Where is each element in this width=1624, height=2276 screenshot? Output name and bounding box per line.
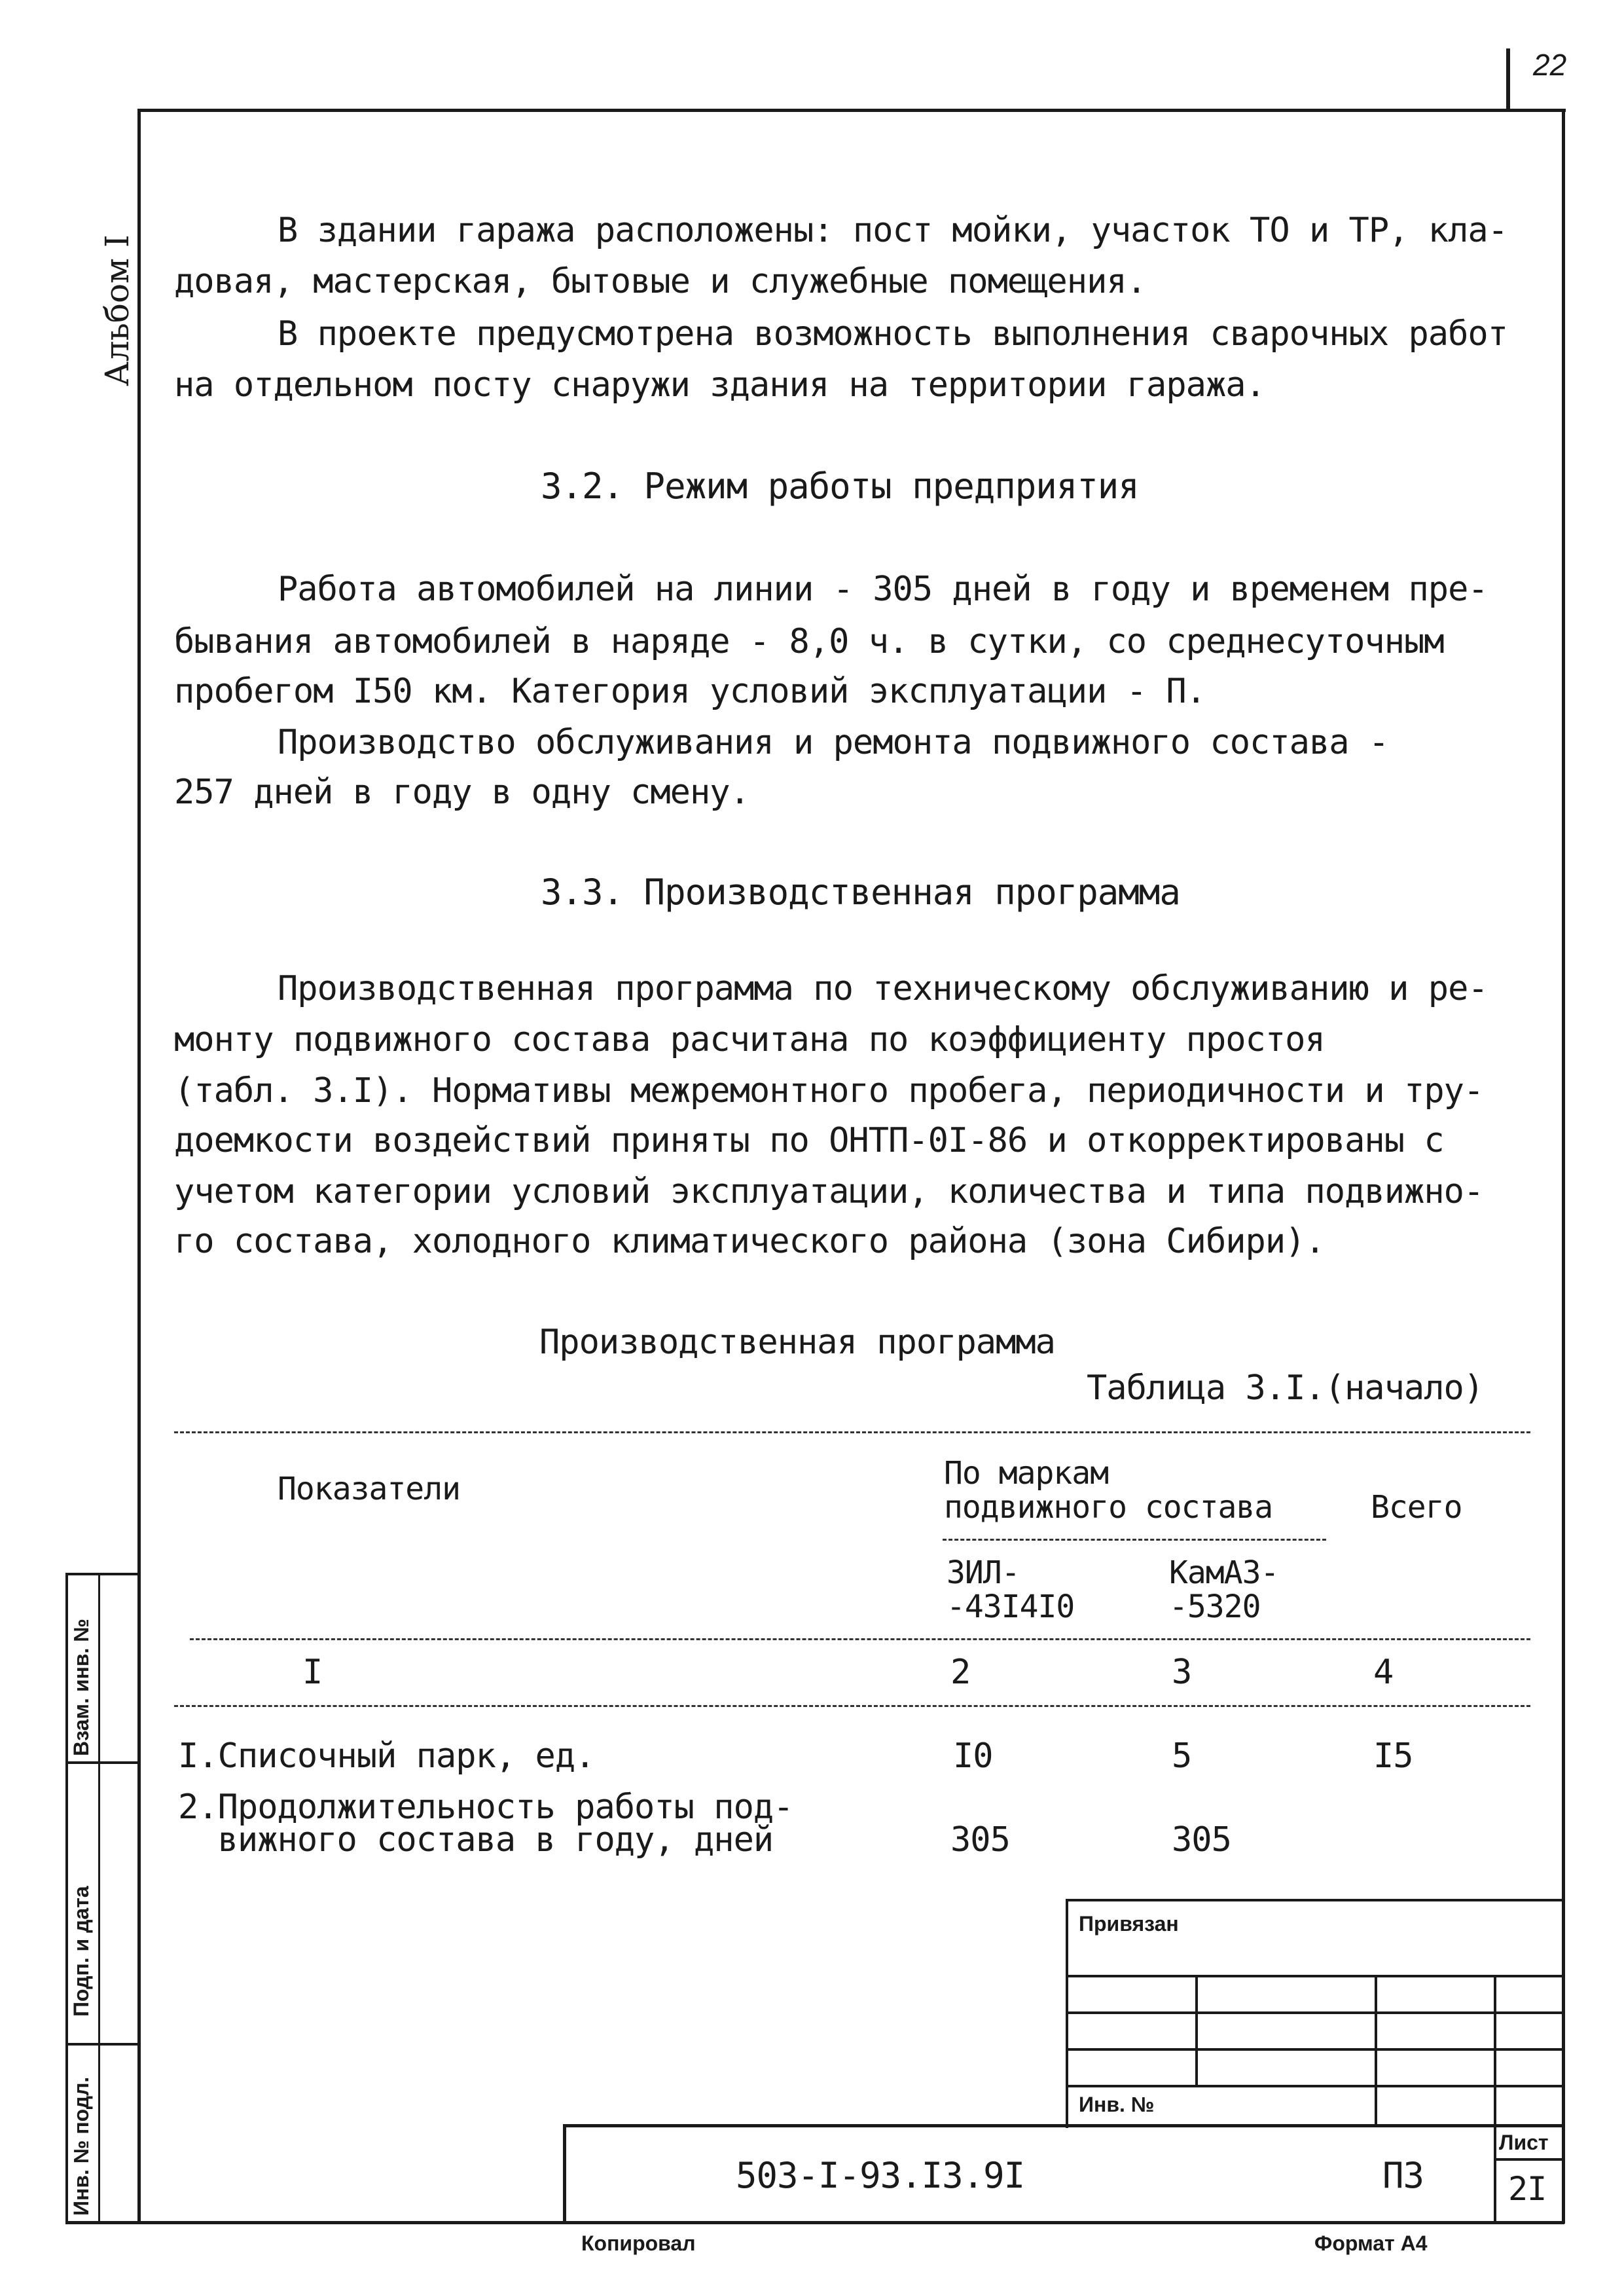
header-brand1-1: ЗИЛ- <box>947 1554 1020 1591</box>
stamp-col2 <box>1375 1975 1377 2124</box>
row1-label: I.Списочный парк, ед. <box>178 1736 595 1776</box>
table-rule-numbers-bottom <box>174 1705 1530 1707</box>
header-brand1-2: -43I4I0 <box>947 1588 1075 1625</box>
stamp-col3 <box>1494 1975 1496 2224</box>
album-label: Альбом I <box>98 234 136 386</box>
s32-line-2: бывания автомобилей в наряде - 8,0 ч. в сутки, со среднесуточным <box>174 622 1444 661</box>
frame-left <box>137 109 141 2224</box>
s32-line-4: Производство обслуживания и ремонта подвижного состава - <box>278 723 1389 762</box>
titleblock-top <box>563 2124 1564 2127</box>
footer-format: Формат А4 <box>1314 2231 1428 2255</box>
frame-top <box>137 109 1566 112</box>
row1-col2: I0 <box>953 1736 993 1776</box>
col-number-2: 2 <box>950 1653 971 1692</box>
header-by-brand-1: По маркам <box>944 1455 1109 1492</box>
table-title: Производственная программа <box>539 1323 1055 1362</box>
s33-line-4: доемкости воздействий приняты по ОНТП-0I-86 и откорректированы с <box>174 1121 1444 1160</box>
doc-code: 503-I-93.I3.9I <box>736 2155 1025 2196</box>
table-rule-top <box>174 1431 1530 1433</box>
s33-line-1: Производственная программа по техническому обслуживанию и ре- <box>278 969 1488 1008</box>
stamp-inv-label: Инв. № <box>1079 2093 1155 2116</box>
header-total: Всего <box>1371 1489 1462 1526</box>
col-number-4: 4 <box>1373 1653 1394 1692</box>
header-brand2-2: -5320 <box>1169 1588 1261 1625</box>
stamp-bound-label: Привязан <box>1079 1912 1179 1936</box>
section-33-heading: 3.3. Производственная программа <box>541 872 1180 913</box>
table-rule-header-bottom <box>190 1638 1530 1640</box>
row1-col4: I5 <box>1373 1736 1413 1776</box>
side-stamp-div2 <box>65 2043 139 2046</box>
row1-col3: 5 <box>1172 1736 1192 1776</box>
sheet-label-divider <box>1494 2158 1564 2161</box>
col-number-1: I <box>302 1653 323 1692</box>
frame-right <box>1562 109 1565 2224</box>
header-brand2-1: КамАЗ- <box>1169 1554 1279 1591</box>
page-number: 22 <box>1533 48 1567 82</box>
s33-line-2: монту подвижного состава расчитана по коэффициенту простоя <box>174 1020 1325 1059</box>
s32-line-1: Работа автомобилей на линии - 305 дней в году и временем пре- <box>278 570 1488 609</box>
col-number-3: 3 <box>1172 1653 1192 1692</box>
side-stamp-div1 <box>65 1761 139 1764</box>
s32-line-3: пробегом I50 км. Категория условий эксплуатации - П. <box>174 672 1206 711</box>
section-32-heading: 3.2. Режим работы предприятия <box>541 466 1139 507</box>
row2-col2: 305 <box>950 1820 1010 1860</box>
table-rule-brand <box>943 1539 1326 1541</box>
row2-label-2: вижного состава в году, дней <box>178 1820 774 1860</box>
sheet-number: 2I <box>1508 2170 1547 2208</box>
row2-col3: 305 <box>1172 1820 1231 1860</box>
intro-line-4: на отдельном посту снаружи здания на территории гаража. <box>174 365 1265 405</box>
stamp-row2 <box>1066 2011 1564 2014</box>
s33-line-5: учетом категории условий эксплуатации, количества и типа подвижно- <box>174 1172 1484 1211</box>
stamp-row1 <box>1066 1975 1564 1977</box>
stamp-col1 <box>1195 1975 1198 2085</box>
header-indicators: Показатели <box>278 1471 460 1507</box>
stamp-row4 <box>1066 2085 1564 2087</box>
doc-type: ПЗ <box>1382 2155 1424 2196</box>
intro-line-1: В здании гаража расположены: пост мойки, участок ТО и ТР, кла- <box>278 211 1508 250</box>
side-orig-inv: Инв. № подл. <box>69 2076 93 2216</box>
side-sign-date: Подп. и дата <box>69 1886 93 2017</box>
table-caption: Таблица 3.I.(начало) <box>1087 1368 1484 1408</box>
header-by-brand-2: подвижного состава <box>944 1489 1273 1526</box>
titleblock-left <box>563 2124 566 2222</box>
side-stamp-inner <box>98 1573 100 2221</box>
row2-label-1: 2.Продолжительность работы под- <box>178 1788 793 1827</box>
frame-bottom <box>65 2221 1564 2224</box>
side-replace-inv: Взам. инв. № <box>69 1619 93 1756</box>
s32-line-5: 257 дней в году в одну смену. <box>174 773 749 812</box>
page-number-divider <box>1506 48 1510 109</box>
s33-line-3: (табл. 3.I). Нормативы межремонтного пробега, периодичности и тру- <box>174 1071 1484 1110</box>
side-stamp-left <box>65 1573 68 2221</box>
sheet-label: Лист <box>1499 2131 1549 2154</box>
intro-line-2: довая, мастерская, бытовые и служебные помещения. <box>174 262 1147 301</box>
s33-line-6: го состава, холодного климатического района (зона Сибири). <box>174 1222 1325 1261</box>
intro-line-3: В проекте предусмотрена возможность выполнения сварочных работ <box>278 314 1508 354</box>
stamp-top <box>1066 1899 1564 1901</box>
footer-copied: Копировал <box>581 2231 696 2255</box>
stamp-row3 <box>1066 2048 1564 2051</box>
side-stamp-top <box>65 1573 139 1575</box>
